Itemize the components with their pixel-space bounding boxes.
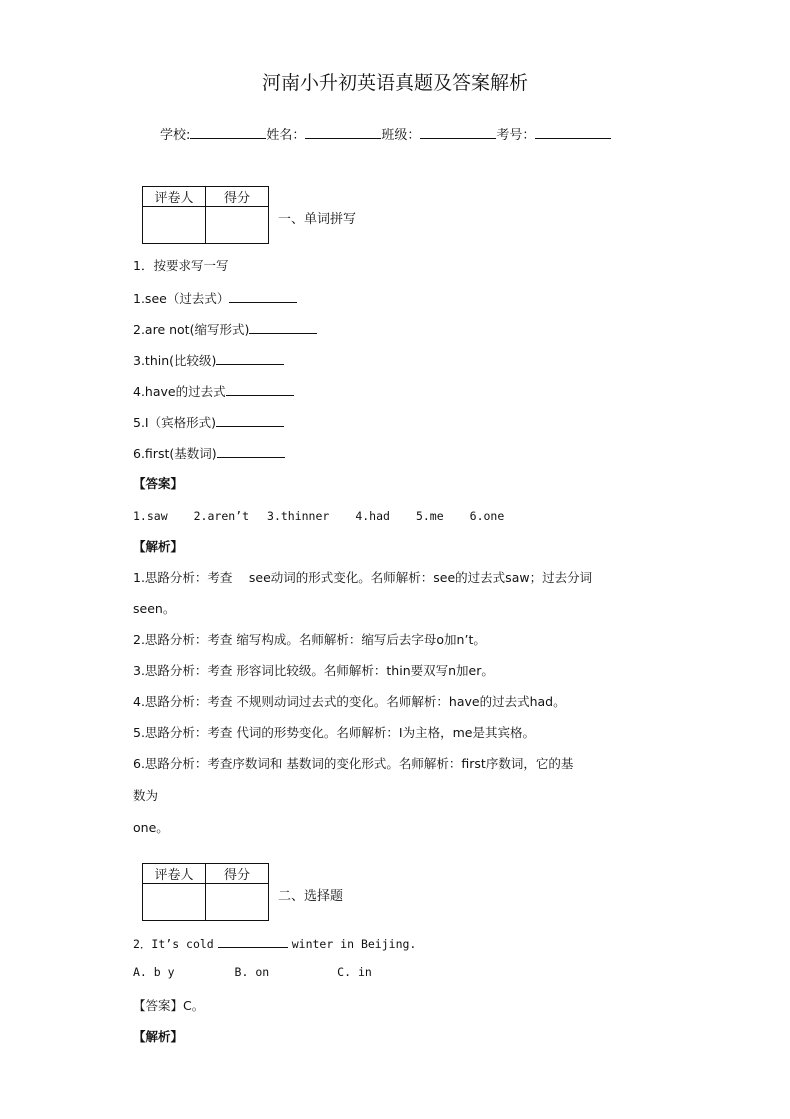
answer-4: 4.had [355,509,390,523]
class-label: 班级： [381,128,421,143]
answer-blank[interactable] [226,381,294,396]
analysis-label-1: 【解析】 [133,539,184,554]
class-blank[interactable] [420,124,496,139]
analysis-label-2: 【解析】 [133,1029,184,1044]
analysis-line: 3.思路分析：考查 形容词比较级。名师解析：thin要双写n加er。 [133,663,494,678]
answer-blank[interactable] [218,933,288,948]
answer-blank[interactable] [216,350,284,365]
question2: 2．It’s cold winter in Beijing. [133,933,416,952]
option-a[interactable]: A. b y [133,965,175,979]
school-blank[interactable] [190,124,266,139]
analysis-line: 5.思路分析：考查 代词的形势变化。名师解析：I为主格，me是其宾格。 [133,725,535,740]
q1-item-2: 2.are not(缩写形式) [133,319,317,338]
q1-item-4: 4.have的过去式 [133,381,294,400]
answer-label-1: 【答案】 [133,476,184,491]
answer-3: 3.thinner [267,509,330,523]
q1-item-1: 1.see（过去式） [133,288,297,307]
section2-heading: 二、选择题 [278,889,344,904]
answer-blank[interactable] [216,412,284,427]
score-cell[interactable] [206,884,269,921]
answer-6: 6.one [469,509,505,523]
analysis-line: 4.思路分析：考查 不规则动词过去式的变化。名师解析：have的过去式had。 [133,694,566,709]
answer-blank[interactable] [217,443,285,458]
reviewer-cell[interactable] [143,207,206,244]
answer-1: 1.saw [133,509,168,523]
answer-2: 2.aren’t [193,509,250,523]
score-table-1 [142,186,269,244]
analysis-line: seen。 [133,601,176,616]
name-label: 姓名： [266,128,306,143]
name-blank[interactable] [305,124,381,139]
analysis-line: 数为 [133,788,159,803]
section1-heading: 一、单词拼写 [278,212,357,227]
q1-item-6: 6.first(基数词) [133,443,285,462]
score-header: 得分 [206,187,269,207]
number-blank[interactable] [535,124,611,139]
score-header: 得分 [206,864,269,884]
analysis-line: 1.思路分析：考查 see动词的形式变化。名师解析：see的过去式saw；过去分词 [133,570,593,585]
analysis-line: one。 [133,820,169,835]
q1-item-5: 5.I（宾格形式) [133,412,284,431]
reviewer-header: 评卷人 [143,864,206,884]
reviewer-cell[interactable] [143,884,206,921]
question1-intro: 1．按要求写一写 [133,258,229,273]
reviewer-header: 评卷人 [143,187,206,207]
analysis-line: 6.思路分析：考查序数词和 基数词的变化形式。名师解析：first序数词，它的基 [133,756,574,771]
score-cell[interactable] [206,207,269,244]
analysis-line: 2.思路分析：考查 缩写构成。名师解析：缩写后去字母o加n’t。 [133,632,486,647]
answer-2-line: 【答案】C。 [133,998,205,1013]
option-c[interactable]: C. in [337,965,372,979]
student-info-line [160,124,611,143]
q1-item-3: 3.thin(比较级) [133,350,284,369]
answers-row [133,509,504,523]
question2-options [133,965,372,979]
page-title: 河南小升初英语真题及答案解析 [261,72,528,94]
option-b[interactable]: B. on [234,965,270,979]
score-table-2 [142,863,269,921]
school-label: 学校: [160,128,191,143]
answer-blank[interactable] [249,319,317,334]
number-label: 考号： [496,128,536,143]
answer-blank[interactable] [229,288,297,303]
answer-5: 5.me [415,509,444,523]
